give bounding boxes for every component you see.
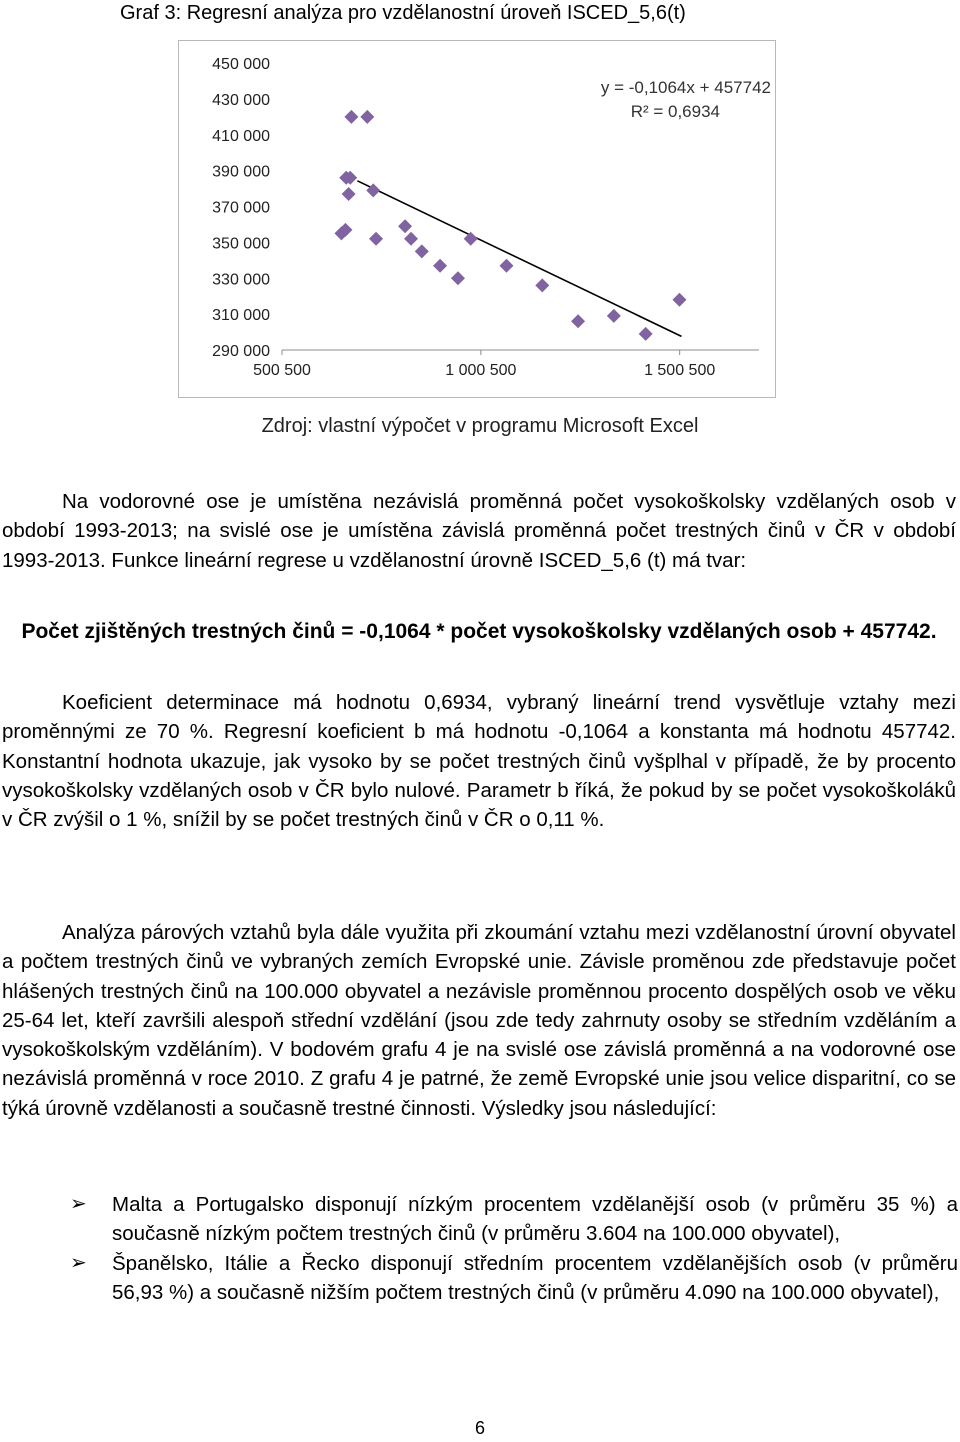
data-point xyxy=(607,309,621,323)
data-points xyxy=(334,110,686,341)
y-tick-label: 450 000 xyxy=(212,56,270,73)
data-point xyxy=(571,314,585,328)
data-point xyxy=(342,187,356,201)
regression-formula: Počet zjištěných trestných činů = -0,1064 * počet vysokoškolsky vzdělaných osob + 457742. xyxy=(21,620,937,643)
results-list xyxy=(70,1190,958,1307)
x-axis xyxy=(253,350,759,379)
arrow-bullet-icon: ➢ xyxy=(70,1193,87,1215)
x-tick-label: 1 000 500 xyxy=(445,362,517,379)
y-tick-label: 350 000 xyxy=(212,235,270,253)
y-tick-label: 330 000 xyxy=(212,271,270,289)
trendline xyxy=(357,181,681,337)
data-point xyxy=(499,259,513,273)
chart-area xyxy=(178,40,776,398)
scatter-chart xyxy=(179,41,777,399)
paragraph-axes-description: Na vodorovné ose je umístěna nezávislá proměnná počet vysokoškolsky vzdělaných osob v období 1993-2013; na svislé ose je umístěna závislá proměnná počet trestných činů v ČR v období 1993-2013. Funkce lineární regrese u vzdělanostní úrovně ISCED_5,6 (t) má tvar: xyxy=(2,490,956,572)
data-point xyxy=(451,271,465,285)
y-tick-label: 390 000 xyxy=(212,163,270,181)
data-point xyxy=(415,244,429,258)
r-squared-label: R² = 0,6934 xyxy=(630,102,720,121)
list-item xyxy=(70,1249,958,1308)
data-point xyxy=(344,110,358,124)
data-point xyxy=(672,293,686,307)
y-tick-label: 290 000 xyxy=(212,343,270,360)
data-point xyxy=(639,327,653,341)
data-point xyxy=(535,278,549,292)
list-item xyxy=(70,1190,958,1249)
paragraph-coefficient: Koeficient determinace má hodnotu 0,6934, vybraný lineární trend vysvětluje vztahy mezi proměnnými ze 70 %. Regresní koeficient b má hodnotu -0,1064 a konstanta má hodnotu 457742. Konstantní hodnota ukazuje, jak vysoko by se počet trestných činů vyšplhal v případě, že by procento vysokoškolsky vzdělaných osob v ČR bylo nulové. Parametr b říká, že pokud by se počet vysokoškoláků v ČR zvýšil o 1 %, snížil by se počet trestných činů v ČR o 0,11 %. xyxy=(2,691,956,832)
x-tick-label: 500 500 xyxy=(253,362,311,379)
chart-caption: Graf 3: Regresní analýza pro vzdělanostní úroveň ISCED_5,6(t) xyxy=(120,2,686,24)
data-point xyxy=(369,232,383,246)
arrow-bullet-icon: ➢ xyxy=(70,1251,87,1274)
y-tick-label: 410 000 xyxy=(212,127,270,145)
data-point xyxy=(433,259,447,273)
y-tick-label: 370 000 xyxy=(212,199,270,217)
x-tick-label: 1 500 500 xyxy=(644,362,716,379)
data-point xyxy=(398,219,412,233)
paragraph-analysis: Analýza párových vztahů byla dále využita při zkoumání vztahu mezi vzdělanostní úrovní obyvatel a počtem trestných činů ve vybraných zemích Evropské unie. Závisle proměnou zde představuje počet hlášených trestných činů na 100.000 obyvatel a nezávisle proměnnou procento dospělých osob ve věku 25-64 let, kteří završili alespoň střední vzdělání (jsou zde tedy zahrnuty osoby se středním vzděláním a vysokoškolským vzděláním). V bodovém grafu 4 je na svislé ose závislá proměnná a na vodorovné ose nezávislá proměnná v roce 2010. Z grafu 4 je patrné, že země Evropské unie jsou velice disparitní, co se týká úrovně vzdělanosti a současně trestné činnosti. Výsledky jsou následující: xyxy=(2,921,956,1120)
data-point xyxy=(404,232,418,246)
y-tick-label: 430 000 xyxy=(212,91,270,109)
regression-equation: y = -0,1064x + 457742 xyxy=(600,78,771,97)
data-point xyxy=(464,232,478,246)
list-item-text: Španělsko, Itálie a Řecko disponují středním procentem vzdělanějších osob (v průměru 56,93 %) a současně nižším počtem trestných činů (v průměru 4.090 na 100.000 obyvatel), xyxy=(112,1251,958,1304)
y-tick-label: 310 000 xyxy=(212,307,270,325)
chart-source: Zdroj: vlastní výpočet v programu Microsoft Excel xyxy=(261,415,699,437)
trendline-layer xyxy=(357,181,681,337)
y-axis-tick-labels xyxy=(212,56,270,360)
page-number: 6 xyxy=(474,1418,485,1438)
data-point xyxy=(360,110,374,124)
list-item-text: Malta a Portugalsko disponují nízkým procentem vzdělanější osob (v průměru 35 %) a současně nízkým počtem trestných činů (v průměru 3.604 na 100.000 obyvatel), xyxy=(112,1193,958,1246)
